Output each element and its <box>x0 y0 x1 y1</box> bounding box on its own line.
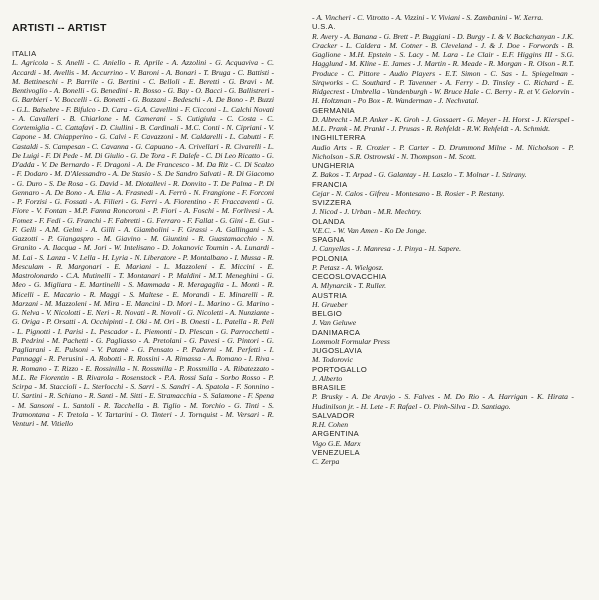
artist-names: R. Avery - A. Banana - G. Brett - P. Buggiani - D. Burgy - I. & V. Backchanyan - J.K. Cracker - L. Caldera - M. Cotner - B. Cleveland - J. & J. Doe - Forwords - B. Gaglione - M.H. Epstein - S. Lacy - M. Lara - Le Clair - E.F. Higgins III - S.G. Hagglund - M. Kline - E. James - J. Martin - R. Meade - R. Morgan - R. Olson - R.T. Produce - C. Pittore - Audio Players - E.T. Simon - C. Sas - L. Spiegelman - Sirqworks - C. Southard - P. Tavenner - A. Ferry - D. Tinsley - C. Richard - E. Ridgecrest - Umbrella - Vandenburgh - W. Bruce Hale - C. Berry - R. et V. Gelorvin - H. Holtzman - Po Box - R. Wanderman - J. Nechvatal. <box>312 31 574 106</box>
artist-names: H. Grueber <box>312 299 348 309</box>
country-section <box>312 133 574 161</box>
country-section <box>12 49 274 428</box>
artist-names: V.E.C. - W. Van Amen - Ko De Jonge. <box>312 225 427 235</box>
country-section <box>312 180 574 199</box>
artist-names: J. Alberto <box>312 373 343 383</box>
country-heading: INGHILTERRA <box>312 133 366 143</box>
artist-names: J. Nicod - J. Urban - M.R. Mechtry. <box>312 207 422 217</box>
artist-names: J. Canyellas - J. Manresa - J. Pinya - H. Sapere. <box>312 244 462 254</box>
country-heading: DANIMARCA <box>312 327 361 337</box>
artist-names: - A. Vincheri - C. Vitrotto - A. Vizzini - V. Viviani - S. Zambanini - W. Xerra. <box>312 13 544 22</box>
country-heading: GERMANIA <box>312 105 355 115</box>
country-heading: OLANDA <box>312 216 346 226</box>
country-section <box>312 346 574 365</box>
country-section <box>312 309 574 328</box>
country-section <box>312 22 574 105</box>
country-heading: AUSTRIA <box>312 290 348 300</box>
country-heading: SPAGNA <box>312 235 345 244</box>
artist-names: P. Petasz - A. Wielgosz. <box>312 262 384 272</box>
country-heading: BELGIO <box>312 309 343 318</box>
country-section <box>312 365 574 384</box>
artist-names: C. Zerpa <box>312 457 340 466</box>
country-heading: ARGENTINA <box>312 429 360 439</box>
artist-list-right-column <box>312 13 574 466</box>
country-heading: SALVADOR <box>312 410 355 420</box>
country-section <box>312 411 574 430</box>
artist-names: L. Agricola - S. Anelli - C. Aniello - R. Aprile - A. Azzolini - G. Acquaviva - C. Accardi - M. Avellis - M. Accurrino - V. Baroni - A. Bonari - T. Bruga - C. Battisti - M. Bettineschi - P. Barrile - G. Bertini - C. Belloli - E. Beretti - G. Bravi - M. Bentivoglio - A. Bonelli - G. Benedini - R. Bosso - G. Bay - O. Bacci - G. Ballistreri - G. Barbieri - V. Boccelli - G. Bonetti - G. Bozzani - Bedeschi - A. De Bono - P. Buzzi - G.L. Balsebre - F. Bifulco - D. Cara - G.A. Cavellini - F. Cicconi - L. Calchi Novati - A. Cavalleri - B. Chiarlone - M. Camerani - S. Cutigiula - C. Costa - C. Cortemiglia - C. Cattafavi - D. Ciullini - B. Cardinali - M.C. Conti - N. Cipriani - V. Capone - M. Chiapperino - G. Calvi - F. Cavazzoni - M. Caldarelli - L. Cabutti - F. Castaldi - S. Campesan - C. Cavanna - G. Capuano - A. Crivellari - R. Civarelli - L. De Luigi - F. Di Pede - M. Di Giulio - G. De Tora - F. Dalefe - C. Di Leo Ricatto - G. D'adda - V. De Bernardo - F. Dragoni - A. De Francesco - M. Da Riz - C. Di Scalzo - F. Dodaro - M. D'Alessandro - A. De Stasio - S. De Sandro Salvati - R. Di Giacomo - G. Duro - S. De Rosa - G. David - M. Diotallevi - R. Donvito - T. De Palma - P. Di Gennaro - A. De Bono - A. Elia - A. Frasnedi - A. Ferrò - N. Frangione - F. Forconi - P. Forzisi - G. Fossati - A. Filieri - G. Ferri - A. Fiorentino - F. Fraccaventi - G. Fiore - V. Fontan - M.P. Fanna Roncoroni - P. Fiori - A. Foschi - M. Forlivesi - A. Fomez - F. Fedi - G. Franchi - F. Fabretti - G. Ferraro - F. Fallat - G. Gini - E. Gut - F. Gelli - A.M. Gelmi - A. Gilli - A. Giambolini - F. Grassi - A. Gallingani - S. Gazzotti - P. Giangaspro - M. Giavino - M. Giuntini - R. Guastamacchio - N. Granito - A. Ilacqua - M. Jori - W. Intelisano - D. Jokanovic Toumin - A. Lunardi - M. Lai - S. Lanza - V. Lella - H. Lyria - N. Liberatore - P. Montalbano - I. Mussa - R. Mesculam - R. Margonari - E. Mariani - L. Mazzoleni - E. Miccini - E. Mastrolonardo - C.A. Mutinelli - T. Montanari - P. Maldini - M.T. Meneghini - G. Meo - G. Migliara - E. Martinelli - S. Mammada - R. Meragaglia - L. Monti - R. Micelli - E. Macario - R. Maggi - S. Maltese - E. Morandi - E. Minarelli - R. Marzani - M. Mazzoleni - M. Mira - E. Mancini - D. Mori - L. Marino - G. Marino - G. Nelva - V. Nicolotti - E. Neri - R. Novati - R. Novoli - G. Nicoletti - A. Nunziante - G. Origa - P. Orsatti - A. Occhipinti - I. Oki - M. Ori - B. Onesti - L. Patella - R. Peli - L. Pignotti - I. Parisi - L. Pescador - L. Piemonti - D. Plescan - G. Parrocchetti - B. Pedrini - M. Pachetti - G. Pagliasso - A. Pretolani - G. Pavesi - G. Pintori - G. Pagliarani - E. Pulsoni - V. Patanè - G. Pensato - P. Paderni - M. Perfetti - I. Pannaggi - R. Perusini - A. Robotti - R. Rossini - A. Rimassa - A. Romano - I. Riva - R. Romano - T. Rizzo - E. Rossinilla - N. Rossmilla - P. Rossmilla - A. Ribatezzato - M.L. Re Fiorentin - B. Rivarola - Rosenstock - P.A. Rossi Sala - Sorbo Rosso - P. Scirpa - M. Staccioli - L. Sterlocchi - S. Sarri - S. Sandri - A. Spatola - F. Sonnino - U. Sartini - R. Schiano - R. Santi - M. Sitti - E. Stramacchia - S. Salamone - F. Spena - M. Sansoni - L. Santoli - R. Tacchella - B. Tiglio - M. Torchio - G. Tinti - S. Tramontana - F. Tretola - V. Tartarini - O. Tinteri - J. Tornquist - M. Versari - R. Venturi - M. Vitiello <box>12 58 274 428</box>
country-section <box>312 254 574 273</box>
country-heading: FRANCIA <box>312 179 348 189</box>
country-section <box>312 429 574 448</box>
artist-names: J. Van Geluwe <box>312 318 357 328</box>
country-section <box>312 217 574 236</box>
artist-names: Z. Bakos - T. Arpad - G. Galantay - H. Laszlo - T. Molnar - I. Szirany. <box>312 170 527 180</box>
country-heading: U.S.A. <box>312 22 336 32</box>
artist-names: D. Albrecht - M.P. Anker - K. Groh - J. Gossaert - G. Meyer - H. Horst - J. Kierspel - M.L. Prank - M. Prankl - J. Prusas - R. Rehfeldt - R.W. Rehfeldt - A. Schmidt. <box>312 114 574 133</box>
artist-names: Lommolt Formular Press <box>312 336 390 346</box>
artist-names: Audio Arts - R. Crozier - P. Carter - D. Drummond Milne - M. Nicholson - P. Nicholson - S.R. Ostrowski - N. Thompson - M. Scott. <box>312 142 574 161</box>
artist-names: P. Brusky - A. De Aravjo - S. Falves - M. Do Rio - A. Harrigan - K. Hirata - Hudinilson jr. - H. Lete - F. Rafael - O. Pinh-Silva - D. Santiago. <box>312 392 574 411</box>
country-heading: VENEZUELA <box>312 447 360 457</box>
country-section <box>312 328 574 347</box>
artist-names: Vigo G.E. Marx <box>312 438 361 448</box>
country-section <box>312 448 574 467</box>
artist-names: M. Todorovic <box>312 355 353 365</box>
country-section <box>312 161 574 180</box>
page-title: ARTISTI -- ARTIST <box>12 22 107 34</box>
artist-names: R.H. Cohen <box>312 420 349 429</box>
artist-names: A. Mlynarcik - T. Ruller. <box>312 281 387 291</box>
country-section <box>312 272 574 291</box>
country-heading: ITALIA <box>12 49 37 58</box>
country-heading: UNGHERIA <box>312 161 355 170</box>
country-section <box>312 235 574 254</box>
country-heading: JUGOSLAVIA <box>312 346 363 355</box>
country-section <box>312 383 574 411</box>
artist-list-left-column <box>12 49 274 428</box>
country-section <box>312 13 574 22</box>
country-heading: BRASILE <box>312 383 347 392</box>
country-heading: POLONIA <box>312 253 348 263</box>
country-section <box>312 106 574 134</box>
country-heading: SVIZZERA <box>312 198 352 207</box>
country-heading: PORTOGALLO <box>312 364 368 374</box>
country-section <box>312 198 574 217</box>
country-section <box>312 291 574 310</box>
country-heading: CECOSLOVACCHIA <box>312 272 387 281</box>
artist-names: Cejar - N. Calos - Gifreu - Montesano - B. Rosier - P. Restany. <box>312 188 505 198</box>
